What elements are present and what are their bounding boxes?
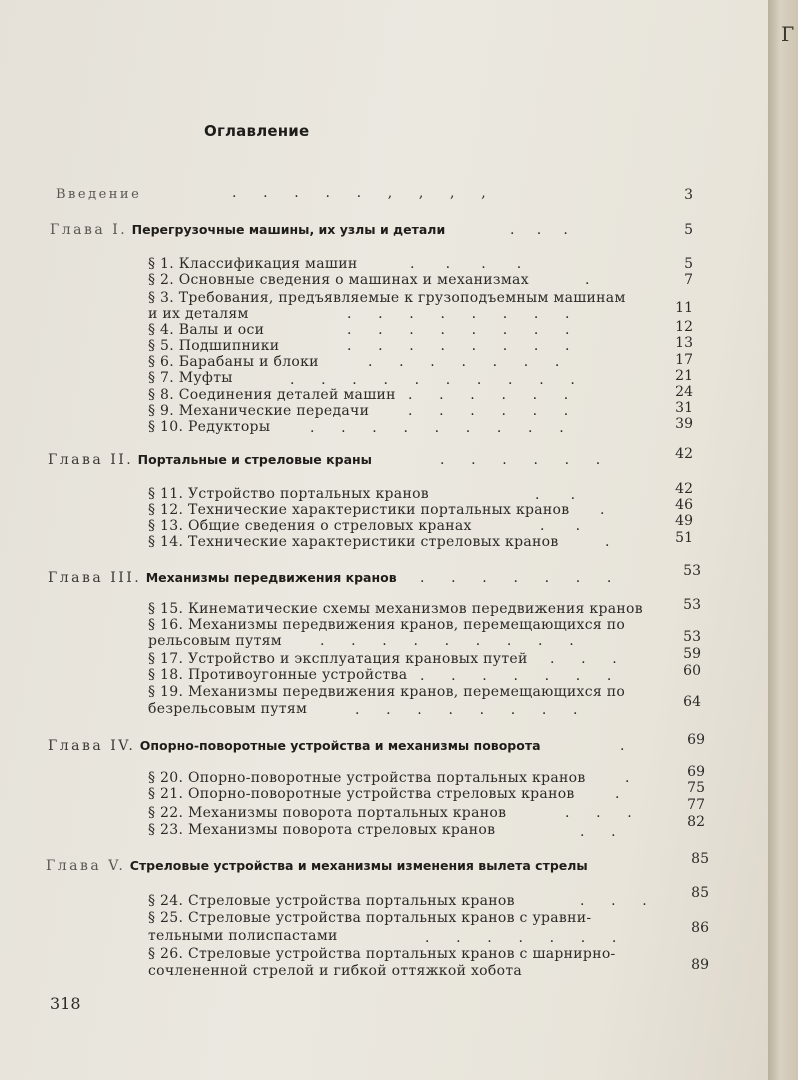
section-page: 59 — [683, 646, 701, 662]
chapter-page: 42 — [675, 446, 693, 462]
leader-dots: . . . . . . . . . — [320, 633, 574, 649]
section-2: § 2. Основные сведения о машинах и механизмах — [148, 272, 529, 288]
leader-dots: . — [605, 534, 610, 550]
section-18: § 18. Противоугонные устройства — [148, 667, 408, 683]
chapter-prefix: Глава I. — [50, 222, 128, 238]
section-5: § 5. Подшипники — [148, 338, 280, 354]
section-page: 51 — [675, 530, 693, 546]
section-17: § 17. Устройство и эксплуатация крановых путей — [148, 651, 528, 667]
section-page: 11 — [675, 300, 693, 316]
leader-dots: . . — [540, 518, 581, 534]
leader-dots: . — [625, 770, 630, 786]
section-11: § 11. Устройство портальных кранов — [148, 486, 429, 502]
leader-dots: . — [615, 786, 620, 802]
leader-dots: . . . . . . . — [420, 668, 612, 684]
section-page: 86 — [691, 920, 709, 936]
leader-dots: . . . . . . . . — [347, 306, 570, 322]
leader-dots: . — [620, 738, 625, 754]
leader-dots: . . . . . . . . — [347, 322, 570, 338]
section-8: § 8. Соединения деталей машин — [148, 387, 396, 403]
chapter-title: Стреловые устройства и механизмы изменения вылета стрелы — [129, 858, 588, 873]
chapter-prefix: Глава III. — [48, 570, 142, 586]
leader-dots: . . . — [550, 651, 617, 667]
leader-dots: . . — [580, 824, 616, 840]
section-page: 82 — [687, 814, 705, 830]
section-page: 89 — [691, 957, 709, 973]
chapter-page: 53 — [683, 563, 701, 579]
section-7: § 7. Муфты — [148, 370, 233, 386]
section-page: 17 — [675, 352, 693, 368]
chapter-2 — [48, 452, 372, 468]
section-page: 42 — [675, 481, 693, 497]
section-page: 13 — [675, 335, 693, 351]
section-3-cont: и их деталям — [148, 306, 249, 322]
leader-dots: . . . . . . — [408, 403, 569, 419]
section-16-cont: рельсовым путям — [148, 633, 282, 649]
chapter-title: Механизмы передвижения кранов — [145, 570, 397, 585]
leader-dots: . . . . . . . . . . — [290, 372, 575, 388]
leader-dots: . . . . . . — [408, 387, 569, 403]
section-21: § 21. Опорно-поворотные устройства стреловых кранов — [148, 786, 575, 802]
section-page: 12 — [675, 319, 693, 335]
section-26-cont: сочлененной стрелой и гибкой оттяжкой хобота — [148, 963, 523, 979]
leader-dots: . . . — [580, 893, 647, 909]
chapter-title: Портальные и стреловые краны — [137, 452, 372, 467]
section-25-cont: тельными полиспастами — [148, 928, 338, 944]
section-9: § 9. Механические передачи — [148, 403, 370, 419]
leader-dots: . . . . . , , , , — [232, 185, 486, 201]
section-14: § 14. Технические характеристики стреловых кранов — [148, 534, 559, 550]
leader-dots: . . . . — [410, 256, 522, 272]
section-15: § 15. Кинематические схемы механизмов передвижения кранов — [148, 601, 643, 617]
chapter-page: 85 — [691, 851, 709, 867]
section-4: § 4. Валы и оси — [148, 322, 265, 338]
section-13: § 13. Общие сведения о стреловых кранах — [148, 518, 472, 534]
section-19: § 19. Механизмы передвижения кранов, перемещающихся по — [148, 684, 626, 700]
section-page: 31 — [675, 400, 693, 416]
section-12: § 12. Технические характеристики портальных кранов — [148, 502, 570, 518]
chapter-3 — [48, 570, 397, 586]
section-page: 24 — [675, 384, 693, 400]
section-page: 46 — [675, 497, 693, 513]
section-page: 5 — [684, 256, 693, 272]
section-page: 39 — [675, 416, 693, 432]
leader-dots: . . . — [565, 805, 632, 821]
chapter-1 — [50, 222, 445, 238]
section-3: § 3. Требования, предъявляемые к грузоподъемным машинам — [148, 290, 626, 306]
section-page: 21 — [675, 368, 693, 384]
section-10: § 10. Редукторы — [148, 419, 271, 435]
section-page: 60 — [683, 663, 701, 679]
leader-dots: . — [585, 272, 590, 288]
section-page: 85 — [691, 885, 709, 901]
leader-dots: . . . . . . . . . — [310, 420, 564, 436]
chapter-4 — [48, 738, 541, 754]
leader-dots: . . . . . . . — [368, 354, 560, 370]
section-23: § 23. Механизмы поворота стреловых кранов — [148, 822, 496, 838]
section-page: 49 — [675, 513, 693, 529]
chapter-page: 5 — [684, 222, 693, 238]
section-page: 77 — [687, 797, 705, 813]
leader-dots: . . . . . . . — [420, 570, 612, 586]
chapter-prefix: Глава II. — [48, 452, 134, 468]
chapter-prefix: Глава V. — [46, 858, 126, 874]
next-page-edge-letter: Г — [781, 22, 795, 46]
section-page: 75 — [687, 780, 705, 796]
section-16: § 16. Механизмы передвижения кранов, перемещающихся по — [148, 617, 626, 633]
section-page: 64 — [683, 694, 701, 710]
chapter-title: Опорно-поворотные устройства и механизмы поворота — [139, 738, 541, 753]
leader-dots: . — [600, 502, 605, 518]
leader-dots: . . . . . . — [440, 452, 601, 468]
section-22: § 22. Механизмы поворота портальных кранов — [148, 805, 507, 821]
leader-dots: . . — [535, 487, 576, 503]
section-page: 69 — [687, 764, 705, 780]
section-24: § 24. Стреловые устройства портальных кранов — [148, 893, 515, 909]
section-6: § 6. Барабаны и блоки — [148, 354, 319, 370]
intro-page: 3 — [684, 187, 693, 203]
intro-label: Введение — [56, 187, 142, 202]
section-page: 7 — [684, 272, 693, 288]
page-number: 318 — [50, 994, 81, 1013]
section-1: § 1. Классификация машин — [148, 256, 358, 272]
section-19-cont: безрельсовым путям — [148, 701, 308, 717]
toc-title: Оглавление — [204, 122, 310, 140]
chapter-title: Перегрузочные машины, их узлы и детали — [131, 222, 446, 237]
section-26: § 26. Стреловые устройства портальных кранов с шарнирно- — [148, 946, 616, 962]
chapter-page: 69 — [687, 732, 705, 748]
section-page: 53 — [683, 597, 701, 613]
section-25: § 25. Стреловые устройства портальных кранов с уравни- — [148, 910, 592, 926]
leader-dots: . . . . . . . . — [347, 338, 570, 354]
leader-dots: . . . — [510, 222, 568, 238]
section-page: 53 — [683, 629, 701, 645]
chapter-5 — [46, 858, 588, 874]
leader-dots: . . . . . . . . — [355, 702, 578, 718]
leader-dots: . . . . . . . — [425, 930, 617, 946]
section-20: § 20. Опорно-поворотные устройства портальных кранов — [148, 770, 586, 786]
chapter-prefix: Глава IV. — [48, 738, 136, 754]
book-spine-edge — [768, 0, 798, 1080]
